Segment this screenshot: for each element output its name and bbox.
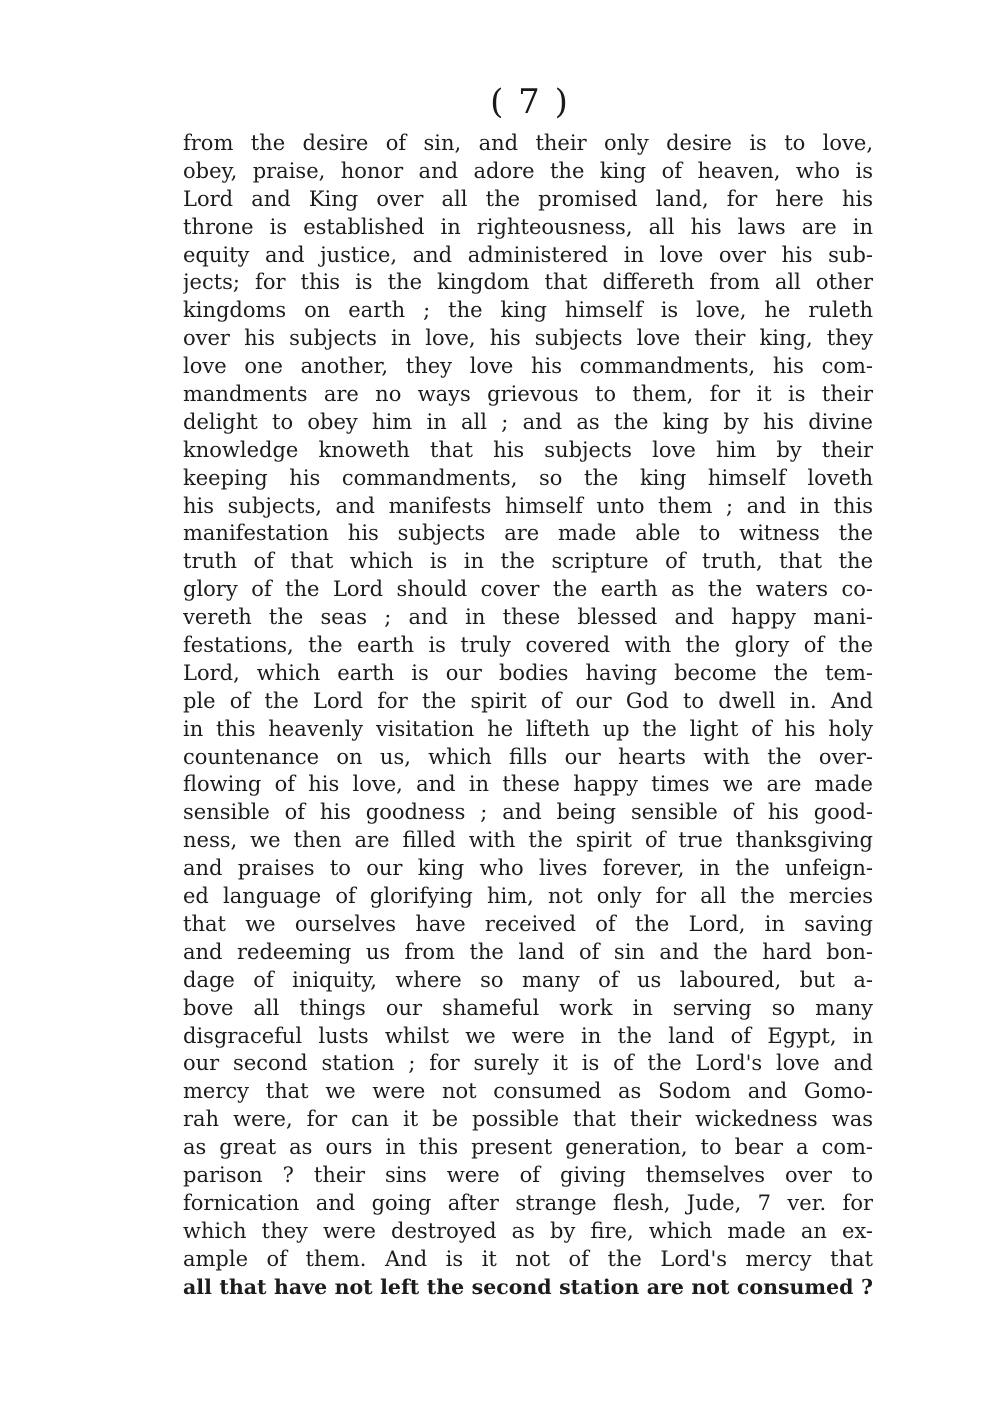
text-line: manifestation his subjects are made able to witness the <box>183 521 873 546</box>
text-line: ness, we then are filled with the spirit of true thanksgiving <box>183 828 873 853</box>
text-line: from the desire of sin, and their only desire is to love, <box>183 131 873 155</box>
text-line: all that have not left the second station are not consumed ? <box>183 1274 873 1299</box>
text-line: knowledge knoweth that his subjects love him by their <box>183 437 873 462</box>
text-line: delight to obey him in all ; and as the king by his divine <box>183 409 873 434</box>
text-line: love one another, they love his commandments, his com- <box>183 354 873 379</box>
text-line: truth of that which is in the scripture of truth, that the <box>183 549 873 574</box>
text-line: as great as ours in this present generation, to bear a com- <box>183 1135 873 1160</box>
text-line: equity and justice, and administered in love over his sub- <box>183 242 873 267</box>
text-line: glory of the Lord should cover the earth as the waters co- <box>183 577 873 602</box>
text-line: rah were, for can it be possible that their wickedness was <box>183 1107 873 1132</box>
text-line: mandments are no ways grievous to them, for it is their <box>183 382 873 407</box>
text-line: mercy that we were not consumed as Sodom and Gomo- <box>183 1079 873 1104</box>
text-line: flowing of his love, and in these happy times we are made <box>183 772 873 797</box>
text-line: Lord and King over all the promised land, for here his <box>183 186 873 211</box>
text-line: ple of the Lord for the spirit of our God to dwell in. And <box>183 688 873 713</box>
text-line: kingdoms on earth ; the king himself is love, he ruleth <box>183 298 873 323</box>
text-line: over his subjects in love, his subjects love their king, they <box>183 326 873 351</box>
body-text <box>183 130 873 1301</box>
text-line: our second station ; for surely it is of the Lord's love and <box>183 1051 873 1076</box>
text-line: that we ourselves have received of the Lord, in saving <box>183 911 873 936</box>
text-line: Lord, which earth is our bodies having become the tem- <box>183 660 873 685</box>
text-line: keeping his commandments, so the king himself loveth <box>183 465 873 490</box>
text-line: disgraceful lusts whilst we were in the land of Egypt, in <box>183 1023 873 1048</box>
text-line: dage of iniquity, where so many of us laboured, but a- <box>183 967 873 992</box>
text-line: which they were destroyed as by fire, which made an ex- <box>183 1218 873 1243</box>
text-line: bove all things our shameful work in serving so many <box>183 995 873 1020</box>
text-line: fornication and going after strange flesh, Jude, 7 ver. for <box>183 1190 873 1215</box>
text-line: festations, the earth is truly covered with the glory of the <box>183 633 873 658</box>
text-line: ed language of glorifying him, not only for all the mercies <box>183 884 873 909</box>
text-line: his subjects, and manifests himself unto them ; and in this <box>183 493 873 518</box>
text-line: jects; for this is the kingdom that differeth from all other <box>183 270 873 295</box>
text-line: in this heavenly visitation he lifteth up the light of his holy <box>183 716 873 741</box>
page-number: ( 7 ) <box>490 82 570 122</box>
text-line: and praises to our king who lives forever, in the unfeign- <box>183 856 873 881</box>
text-line: parison ? their sins were of giving themselves over to <box>183 1162 873 1187</box>
text-line: vereth the seas ; and in these blessed and happy mani- <box>183 605 873 630</box>
text-line: obey, praise, honor and adore the king of heaven, who is <box>183 158 873 183</box>
text-line: ample of them. And is it not of the Lord's mercy that <box>183 1246 873 1271</box>
text-line: sensible of his goodness ; and being sensible of his good- <box>183 800 873 825</box>
text-line: throne is established in righteousness, all his laws are in <box>183 214 873 239</box>
text-line: and redeeming us from the land of sin and the hard bon- <box>183 939 873 964</box>
text-line: countenance on us, which fills our hearts with the over- <box>183 744 873 769</box>
